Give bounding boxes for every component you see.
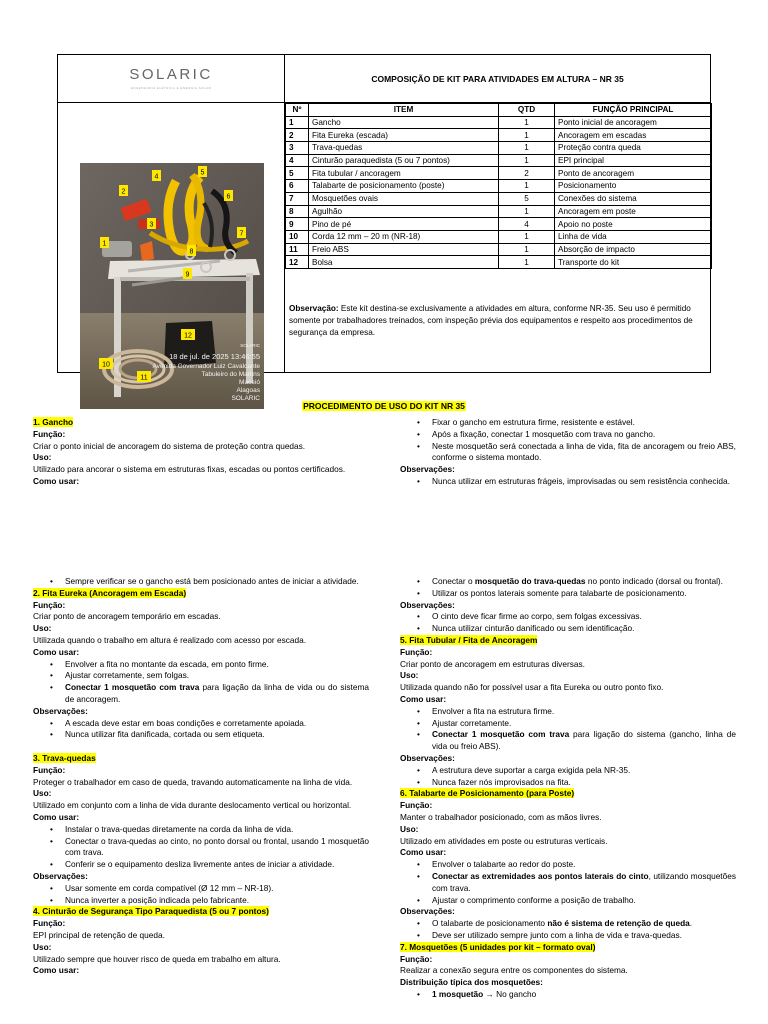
list-item: • 1 mosquetão → No gancho (432, 989, 736, 1001)
cell-number: 1 (286, 116, 309, 129)
label-distribuicao: Distribuição típica dos mosquetões: (400, 977, 543, 988)
cell-qty: 2 (499, 167, 555, 180)
svg-text:Alagoas: Alagoas (236, 387, 260, 394)
mosquetoes-dist-list (400, 989, 736, 1001)
label-como-usar: Como usar: (33, 965, 80, 976)
cell-function: EPI principal (555, 154, 712, 167)
list-item: • A estrutura deve suportar a carga exigida pela NR-35. (432, 765, 736, 777)
svg-text:11: 11 (140, 374, 148, 382)
list-item: • Nunca utilizar em estruturas frágeis, improvisadas ou sem resistência conhecida. (432, 476, 736, 488)
procedure-col-right-top (400, 417, 736, 488)
cinturao-obs-list (400, 611, 736, 635)
col-header-qty: QTD (499, 104, 555, 117)
eureka-uso: Utilizada quando o trabalho em altura é realizado com acesso por escada. (33, 634, 307, 645)
list-item: • Utilizar os pontos laterais somente para talabarte de posicionamento. (432, 588, 736, 600)
trava-como-list (33, 824, 369, 871)
cell-item: Mosquetões ovais (309, 192, 499, 205)
cell-item: Freio ABS (309, 243, 499, 256)
table-row (286, 116, 712, 129)
list-item: • Instalar o trava-quedas diretamente na corda da linha de vida. (65, 824, 369, 836)
svg-text:Avenida Governador Luiz Cavalc: Avenida Governador Luiz Cavalcante (152, 363, 260, 370)
talabarte-obs-list (400, 918, 736, 942)
section-title-trava-quedas: 3. Trava-quedas (33, 752, 96, 763)
cell-qty: 1 (499, 243, 555, 256)
cell-number: 7 (286, 192, 309, 205)
section-title-fita-tubular: 5. Fita Tubular / Fita de Ancoragem (400, 634, 538, 645)
svg-text:4: 4 (154, 173, 159, 181)
label-como-usar: Como usar: (400, 847, 447, 858)
kit-composition-table (285, 103, 712, 269)
eureka-funcao: Criar ponto de ancoragem temporário em escadas. (33, 611, 221, 622)
tubular-funcao: Criar ponto de ancoragem em estruturas diversas. (400, 658, 585, 669)
svg-text:9: 9 (185, 271, 190, 279)
cell-qty: 1 (499, 142, 555, 155)
talabarte-como-list (400, 859, 736, 906)
table-body (286, 116, 712, 268)
gancho-obs-list (400, 476, 736, 488)
procedure-col-left-top (33, 417, 369, 488)
gancho-uso: Utilizado para ancorar o sistema em estruturas fixas, escadas ou pontos certificados. (33, 464, 346, 475)
svg-text:Maceió: Maceió (239, 379, 260, 386)
cell-qty: 1 (499, 129, 555, 142)
kit-photo (80, 163, 264, 409)
cell-item: Bolsa (309, 256, 499, 269)
table-row (286, 192, 712, 205)
cell-number: 12 (286, 256, 309, 269)
tubular-obs-list (400, 765, 736, 789)
label-como-usar: Como usar: (33, 475, 80, 486)
label-como-usar: Como usar: (33, 811, 80, 822)
cell-item: Trava-quedas (309, 142, 499, 155)
svg-text:18 de jul. de 2025 13:46:55: 18 de jul. de 2025 13:46:55 (169, 352, 260, 361)
list-item: • O cinto deve ficar firme ao corpo, sem folgas excessivas. (432, 611, 736, 623)
table-row (286, 243, 712, 256)
label-funcao: Função: (400, 800, 433, 811)
label-observacoes: Observações: (33, 870, 88, 881)
table-row (286, 154, 712, 167)
label-uso: Uso: (400, 823, 419, 834)
label-observacoes: Observações: (400, 906, 455, 917)
company-logo: SOLARIC (129, 66, 213, 83)
svg-text:12: 12 (184, 332, 192, 340)
list-item: • Conectar o trava-quedas ao cinto, no ponto dorsal ou frontal, usando 1 mosquetão com trava. (65, 836, 369, 860)
photo-cell (58, 103, 285, 402)
list-item: • Nunca inverter a posição indicada pelo fabricante. (65, 895, 369, 907)
cell-function: Proteção contra queda (555, 142, 712, 155)
kit-observation (289, 303, 705, 338)
label-uso: Uso: (33, 788, 52, 799)
cell-qty: 1 (499, 205, 555, 218)
mosquetoes-funcao: Realizar a conexão segura entre os componentes do sistema. (400, 965, 628, 976)
tubular-uso: Utilizada quando não for possível usar a fita Eureka ou outro ponto fixo. (400, 682, 664, 693)
cell-function: Absorção de impacto (555, 243, 712, 256)
label-como-usar: Como usar: (400, 693, 447, 704)
list-item: • Envolver a fita na estrutura firme. (432, 706, 736, 718)
section-title-gancho: 1. Gancho (33, 417, 74, 427)
table-row (286, 230, 712, 243)
list-item: • Conectar 1 mosquetão com trava para ligação da linha de vida ou do sistema de ancoragem. (65, 682, 369, 706)
svg-text:Tabuleiro do Martins: Tabuleiro do Martins (201, 371, 260, 378)
gancho-extra-list (33, 576, 369, 588)
cell-number: 6 (286, 180, 309, 193)
list-item: • A escada deve estar em boas condições e corretamente apoiada. (65, 718, 369, 730)
label-uso: Uso: (33, 941, 52, 952)
cell-number: 8 (286, 205, 309, 218)
cell-qty: 1 (499, 256, 555, 269)
cell-function: Transporte do kit (555, 256, 712, 269)
section-title-talabarte: 6. Talabarte de Posicionamento (para Poste) (400, 788, 575, 799)
list-item: • Conectar 1 mosquetão com trava para ligação do sistema (gancho, linha de vida ou freio ABS). (432, 729, 736, 753)
label-como-usar: Como usar: (33, 646, 80, 657)
cell-item: Gancho (309, 116, 499, 129)
label-observacoes: Observações: (33, 705, 88, 716)
cell-number: 10 (286, 230, 309, 243)
trava-obs-list (33, 883, 369, 907)
svg-text:3: 3 (149, 221, 154, 229)
label-observacoes: Observações: (400, 464, 455, 475)
label-funcao: Função: (33, 599, 66, 610)
cell-number: 4 (286, 154, 309, 167)
procedure-col-right-lower (400, 576, 736, 1001)
table-row (286, 218, 712, 231)
cell-item: Talabarte de posicionamento (poste) (309, 180, 499, 193)
col-header-function: FUNÇÃO PRINCIPAL (555, 104, 712, 117)
kit-header-box (57, 54, 711, 402)
cell-function: Conexões do sistema (555, 192, 712, 205)
cell-function: Apoio no poste (555, 218, 712, 231)
cell-number: 2 (286, 129, 309, 142)
table-row (286, 129, 712, 142)
cinturao-como-list (400, 576, 736, 600)
cell-function: Ancoragem em poste (555, 205, 712, 218)
eureka-obs-list (33, 718, 369, 742)
gancho-funcao: Criar o ponto inicial de ancoragem do sistema de proteção contra quedas. (33, 440, 306, 451)
table-row (286, 142, 712, 155)
label-funcao: Função: (33, 918, 66, 929)
col-header-item: ITEM (309, 104, 499, 117)
cell-item: Agulhão (309, 205, 499, 218)
table-row (286, 256, 712, 269)
svg-text:5: 5 (200, 169, 205, 177)
cell-item: Pino de pé (309, 218, 499, 231)
cell-number: 5 (286, 167, 309, 180)
section-title-mosquetoes: 7. Mosquetões (5 unidades por kit – formato oval) (400, 941, 596, 952)
cinturao-funcao: EPI principal de retenção de queda. (33, 929, 165, 940)
section-title-fita-eureka: 2. Fita Eureka (Ancoragem em Escada) (33, 587, 187, 598)
cell-qty: 1 (499, 180, 555, 193)
table-row (286, 167, 712, 180)
label-observacoes: Observações: (400, 752, 455, 763)
cell-item: Cinturão paraquedista (5 ou 7 pontos) (309, 154, 499, 167)
company-logo-tagline: ENGENHARIA ELÉTRICA E ENERGIA SOLAR (130, 86, 212, 90)
label-uso: Uso: (33, 623, 52, 634)
list-item: • Sempre verificar se o gancho está bem posicionado antes de iniciar a atividade. (65, 576, 369, 588)
logo-cell (58, 55, 285, 103)
list-item: • Após a fixação, conectar 1 mosquetão com trava no gancho. (432, 429, 736, 441)
table-row (286, 180, 712, 193)
list-item: • Conferir se o equipamento desliza livremente antes de iniciar a atividade. (65, 859, 369, 871)
cell-qty: 1 (499, 116, 555, 129)
label-uso: Uso: (33, 452, 52, 463)
list-item: • O talabarte de posicionamento não é sistema de retenção de queda. (432, 918, 736, 930)
cell-number: 11 (286, 243, 309, 256)
kit-title: COMPOSIÇÃO DE KIT PARA ATIVIDADES EM ALTURA – NR 35 (285, 55, 710, 103)
svg-text:1: 1 (102, 240, 107, 248)
list-item: • Neste mosquetão será conectada a linha de vida, fita de ancoragem ou freio ABS, conforme o sistema montado. (432, 441, 736, 465)
cell-item: Fita Eureka (escada) (309, 129, 499, 142)
observation-text: Este kit destina-se exclusivamente a atividades em altura, conforme NR-35. Seu uso é permitido somente por trabalhadores treinados, com inspeção prévia dos equipamentos e respeito aos procedimentos de segurança da empresa. (289, 304, 693, 337)
list-item: • Nunca utilizar fita danificada, cortada ou sem etiqueta. (65, 729, 369, 741)
procedure-title: PROCEDIMENTO DE USO DO KIT NR 35 (303, 401, 465, 411)
list-item: • Usar somente em corda compatível (Ø 12 mm – NR-18). (65, 883, 369, 895)
list-item: • Envolver o talabarte ao redor do poste. (432, 859, 736, 871)
procedure-col-left-lower (33, 576, 369, 977)
trava-uso: Utilizado em conjunto com a linha de vida durante deslocamento vertical ou horizontal. (33, 800, 352, 811)
list-item: • Deve ser utilizado sempre junto com a linha de vida e trava-quedas. (432, 930, 736, 942)
cell-function: Ancoragem em escadas (555, 129, 712, 142)
list-item: • Ajustar corretamente, sem folgas. (65, 670, 369, 682)
eureka-como-list (33, 659, 369, 706)
svg-text:8: 8 (189, 248, 194, 256)
label-observacoes: Observações: (400, 599, 455, 610)
svg-text:SOLARIC: SOLARIC (240, 343, 260, 348)
label-funcao: Função: (400, 953, 433, 964)
cell-qty: 1 (499, 230, 555, 243)
cell-function: Linha de vida (555, 230, 712, 243)
table-header-row (286, 104, 712, 117)
list-item: • Envolver a fita no montante da escada, em ponto firme. (65, 659, 369, 671)
list-item: • Conectar as extremidades aos pontos laterais do cinto, utilizando mosquetões com trava. (432, 871, 736, 895)
trava-funcao: Proteger o trabalhador em caso de queda, travando automaticamente na linha de vida. (33, 776, 353, 787)
label-funcao: Função: (33, 428, 66, 439)
cell-qty: 5 (499, 192, 555, 205)
list-item: • Nunca fazer nós improvisados na fita. (432, 777, 736, 789)
cell-qty: 1 (499, 154, 555, 167)
gancho-como-list (400, 417, 736, 464)
cell-qty: 4 (499, 218, 555, 231)
list-item: • Ajustar o comprimento conforme a posição de trabalho. (432, 895, 736, 907)
cell-item: Corda 12 mm – 20 m (NR-18) (309, 230, 499, 243)
svg-text:7: 7 (239, 230, 244, 238)
table-row (286, 205, 712, 218)
cell-number: 3 (286, 142, 309, 155)
list-item: • Fixar o gancho em estrutura firme, resistente e estável. (432, 417, 736, 429)
label-uso: Uso: (400, 670, 419, 681)
svg-text:SOLARIC: SOLARIC (231, 395, 260, 402)
cell-function: Ponto de ancoragem (555, 167, 712, 180)
label-funcao: Função: (400, 646, 433, 657)
cell-function: Posicionamento (555, 180, 712, 193)
svg-text:6: 6 (226, 193, 231, 201)
observation-label: Observação: (289, 304, 339, 313)
label-funcao: Função: (33, 764, 66, 775)
svg-text:10: 10 (102, 361, 110, 369)
cinturao-uso: Utilizado sempre que houver risco de queda em trabalho em altura. (33, 953, 281, 964)
cell-item: Fita tubular / ancoragem (309, 167, 499, 180)
list-item: • Nunca utilizar cinturão danificado ou sem identificação. (432, 623, 736, 635)
cell-function: Ponto inicial de ancoragem (555, 116, 712, 129)
svg-text:2: 2 (121, 188, 126, 196)
section-title-cinturao: 4. Cinturão de Segurança Tipo Paraquedista (5 ou 7 pontos) (33, 906, 269, 917)
col-header-number: Nº (286, 104, 309, 117)
tubular-como-list (400, 706, 736, 753)
talabarte-funcao: Manter o trabalhador posicionado, com as mãos livres. (400, 811, 602, 822)
list-item: • Conectar o mosquetão do trava-quedas no ponto indicado (dorsal ou frontal). (432, 576, 736, 588)
cell-number: 9 (286, 218, 309, 231)
list-item: • Ajustar corretamente. (432, 718, 736, 730)
kit-photo-image (80, 163, 264, 409)
talabarte-uso: Utilizado em atividades em poste ou estruturas verticais. (400, 835, 608, 846)
